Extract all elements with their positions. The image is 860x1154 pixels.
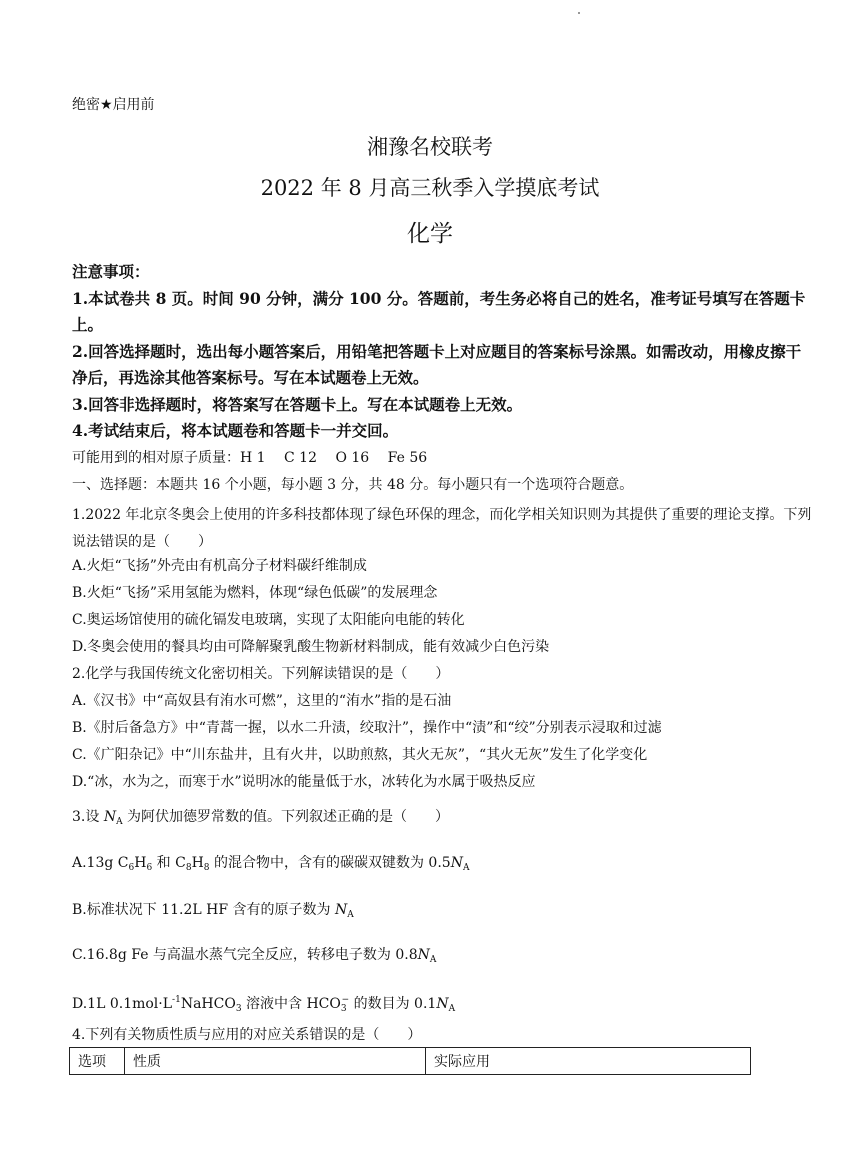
- q3d-sub2: 3: [340, 1004, 347, 1014]
- question-2-stem: 2.化学与我国传统文化密切相关。下列解读错误的是（ ）: [72, 666, 450, 682]
- question-4-table: [69, 1047, 751, 1075]
- question-2-option-b: B.《肘后备急方》中“青蒿一握，以水二升渍，绞取汁”，操作中“渍”和“绞”分别表示浸取和过滤: [72, 720, 662, 736]
- instructions-heading: 注意事项：: [72, 262, 150, 281]
- question-2-option-c: C.《广阳杂记》中“川东盐井，且有火井，以助煎熬，其火无灰”，“其火无灰”发生了化学变化: [72, 747, 648, 763]
- table-header-option: 选项: [70, 1048, 125, 1075]
- q3d-pre: D.1L 0.1mol·L: [72, 996, 173, 1012]
- q3a-post: 的混合物中，含有的碳碳双键数为 0.5: [209, 855, 451, 871]
- secret-suffix: 启用前: [112, 97, 155, 113]
- avogadro-symbol: [104, 809, 123, 825]
- question-2-option-a: A.《汉书》中“高奴县有洧水可燃”，这里的“洧水”指的是石油: [72, 693, 452, 709]
- q3d-mid: NaHCO: [180, 996, 236, 1012]
- question-3-option-b: B.标准状况下 11.2L HF 含有的原子数为 $N_A$: [72, 902, 354, 920]
- q3d-post: 的数目为 0.1: [349, 996, 437, 1012]
- table-header-property: 性质: [125, 1048, 426, 1075]
- scan-dot: [578, 12, 580, 14]
- table-row: [70, 1048, 751, 1075]
- question-1-option-c: C.奥运场馆使用的硫化镉发电玻璃，实现了太阳能向电能的转化: [72, 612, 465, 628]
- question-1-option-d: D.冬奥会使用的餐具均由可降解聚乳酸生物新材料制成，能有效减少白色污染: [72, 639, 550, 655]
- q3b-pre: B.标准状况下 11.2L HF 含有的原子数为: [72, 902, 335, 918]
- star-icon: ★: [100, 97, 113, 113]
- na-n: N: [103, 809, 117, 825]
- instruction-1: 1.本试卷共 8 页。时间 90 分钟，满分 100 分。答题前，考生务必将自己的姓名，准考证号填写在答题卡上。: [72, 288, 806, 334]
- question-1-option-a: A.火炬“飞扬”外壳由有机高分子材料碳纤维制成: [72, 558, 367, 574]
- instruction-2: 2.回答选择题时，选出每小题答案后，用铅笔把答题卡上对应题目的答案标号涂黑。如需改动，用橡皮擦干净后，再选涂其他答案标号。写在本试题卷上无效。: [72, 341, 802, 387]
- instructions: [72, 259, 812, 445]
- section-heading: 一、选择题：本题共 16 个小题，每小题 3 分，共 48 分。每小题只有一个选项符合题意。: [72, 477, 634, 493]
- atomic-masses: 可能用到的相对原子质量：H 1 C 12 O 16 Fe 56: [72, 450, 428, 466]
- q3a-pre: A.13g: [72, 855, 118, 871]
- table-header-application: 实际应用: [426, 1048, 751, 1075]
- q3d-mid2: 溶液中含 HCO: [241, 996, 341, 1012]
- question-3-stem: [72, 807, 812, 832]
- q3d-supminus: −: [341, 995, 350, 1005]
- q3d-sup: -1: [172, 995, 181, 1005]
- exam-org-title: 湘豫名校联考: [367, 135, 493, 159]
- question-4-stem: 4.下列有关物质性质与应用的对应关系错误的是（ ）: [72, 1027, 422, 1043]
- subject-title: 化学: [407, 221, 453, 247]
- na-a: A: [116, 817, 123, 827]
- secret-prefix: 绝密: [72, 97, 100, 113]
- confidential-mark: [72, 94, 155, 114]
- instruction-3: 3.回答非选择题时，将答案写在答题卡上。写在本试题卷上无效。: [72, 394, 523, 414]
- question-1-stem: 1.2022 年北京冬奥会上使用的许多科技都体现了绿色环保的理念，而化学相关知识则为其提供了重要的理论支撑。下列说法错误的是（ ）: [72, 507, 812, 550]
- exam-name-title: 2022 年 8 月高三秋季入学摸底考试: [260, 176, 600, 200]
- q3c-pre: C.16.8g Fe 与高温水蒸气完全反应，转移电子数为 0.8: [72, 947, 418, 963]
- question-3-option-d: D.1L $0.1mol\cdot L^{-1}NaHCO_3$ 溶液中含 $HCO_3^-$ 的数目为 $0.1N_A$: [72, 995, 456, 1014]
- q3a-mid: 和: [152, 855, 176, 871]
- q3-stem-post: 为阿伏加德罗常数的值。下列叙述正确的是（ ）: [122, 809, 450, 825]
- question-2-option-d: D.“冰，水为之，而寒于水”说明冰的能量低于水，冰转化为水属于吸热反应: [72, 774, 536, 790]
- q3-stem-pre: 3.设: [72, 809, 104, 825]
- question-3-option-a: A.13g $C_6H_6$ 和 $C_8H_8$ 的混合物中，含有的碳碳双键数为 $0.5N_A$: [72, 855, 470, 873]
- question-1-option-b: B.火炬“飞扬”采用氢能为燃料，体现“绿色低碳”的发展理念: [72, 585, 438, 601]
- instruction-4: 4.考试结束后，将本试题卷和答题卡一并交回。: [72, 421, 399, 440]
- question-3-option-c: C.16.8g Fe 与高温水蒸气完全反应，转移电子数为 $0.8N_A$: [72, 947, 437, 965]
- q3d-sub: 3: [235, 1004, 242, 1014]
